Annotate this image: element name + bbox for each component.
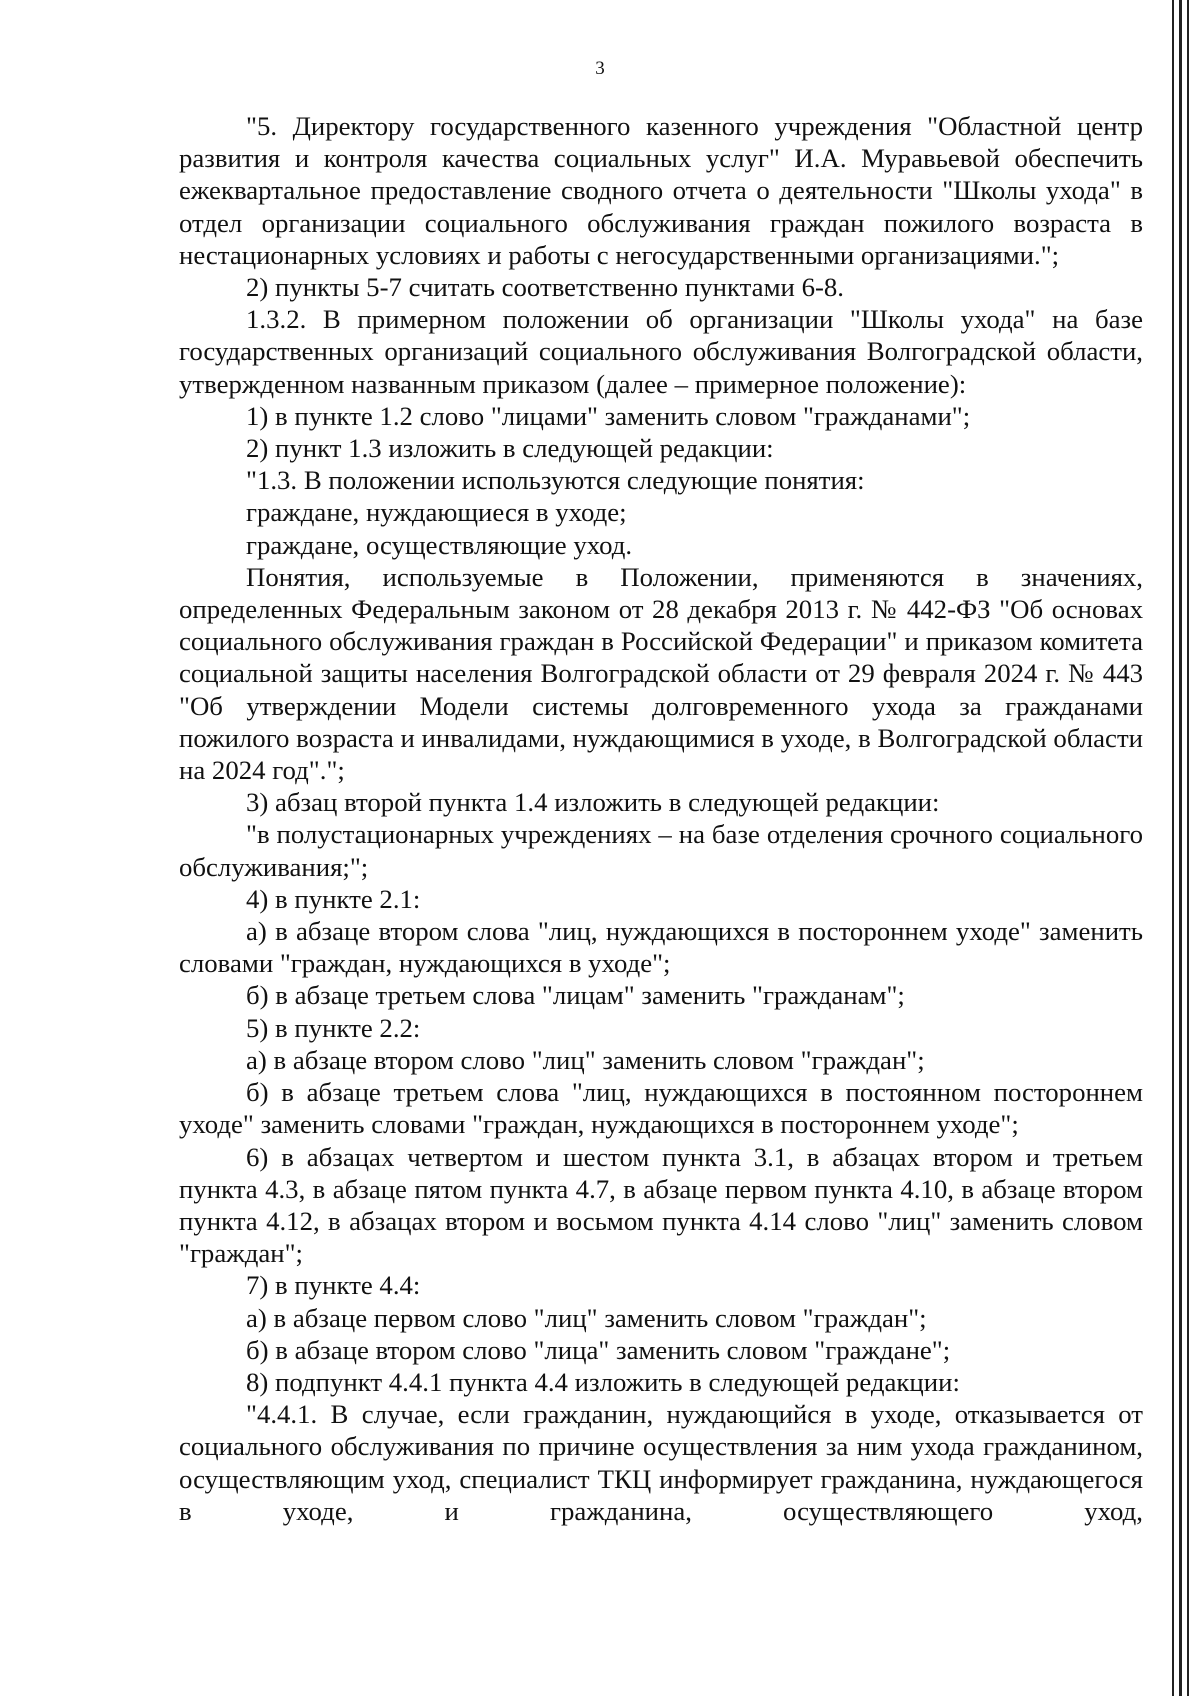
scan-edge-line <box>1179 0 1182 1696</box>
paragraph: "5. Директору государственного казенного учреждения "Областной центр развития и контроля качества социальных услуг" И.А. Муравьевой обеспечить ежеквартальное предоставление сводного отчета о деятельности "Школы ухода" в отдел организации социального обслуживания граждан пожилого возраста в нестационарных условиях и работы с негосударственными организациями."; <box>179 111 1143 270</box>
paragraph: граждане, нуждающиеся в уходе; <box>246 497 627 528</box>
paragraph: а) в абзаце первом слово "лиц" заменить словом "граждан"; <box>246 1302 927 1333</box>
paragraph: "в полустационарных учреждениях – на базе отделения срочного социального обслуживания;"; <box>179 819 1143 882</box>
paragraph: б) в абзаце третьем слова "лиц, нуждающихся в постоянном постороннем уходе" заменить словами "граждан, нуждающихся в постороннем уходе"; <box>179 1077 1143 1140</box>
paragraph: 6) в абзацах четвертом и шестом пункта 3.1, в абзацах втором и третьем пункта 4.3, в абзаце пятом пункта 4.7, в абзаце первом пункта 4.10, в абзаце втором пункта 4.12, в абзацах втором и восьмом пункта 4.14 слово "лиц" заменить словом "граждан"; <box>179 1141 1143 1269</box>
paragraph: 2) пункт 1.3 изложить в следующей редакции: <box>246 433 774 464</box>
paragraph: 7) в пункте 4.4: <box>246 1270 421 1301</box>
paragraph: 8) подпункт 4.4.1 пункта 4.4 изложить в следующей редакции: <box>246 1366 960 1397</box>
scan-edge-line <box>1187 0 1189 1696</box>
paragraph: а) в абзаце втором слово "лиц" заменить словом "граждан"; <box>246 1044 925 1075</box>
paragraph: "1.3. В положении используются следующие понятия: <box>246 465 865 496</box>
document-body <box>179 110 1143 1527</box>
scan-edge-line <box>1172 0 1174 1696</box>
paragraph: 5) в пункте 2.2: <box>246 1012 421 1043</box>
paragraph: 1) в пункте 1.2 слово "лицами" заменить словом "гражданами"; <box>246 400 971 431</box>
paragraph: б) в абзаце втором слово "лица" заменить словом "граждане"; <box>246 1334 951 1365</box>
paragraph: а) в абзаце втором слова "лиц, нуждающихся в постороннем уходе" заменить словами "граждан, нуждающихся в уходе"; <box>179 916 1143 979</box>
page-number: 3 <box>595 58 605 79</box>
paragraph: граждане, осуществляющие уход. <box>246 529 633 560</box>
paragraph: 3) абзац второй пункта 1.4 изложить в следующей редакции: <box>246 787 940 818</box>
paragraph: 1.3.2. В примерном положении об организации "Школы ухода" на базе государственных организаций социального обслуживания Волгоградской области, утвержденном названным приказом (далее – примерное положение): <box>179 304 1143 399</box>
paragraph: "4.4.1. В случае, если гражданин, нуждающийся в уходе, отказывается от социального обслуживания по причине осуществления за ним ухода гражданином, осуществляющим уход, специалист ТКЦ информирует гражданина, нуждающегося в уходе, и гражданина, осуществляющего уход, <box>179 1399 1143 1526</box>
paragraph: 4) в пункте 2.1: <box>246 883 421 914</box>
paragraph: 2) пункты 5-7 считать соответственно пунктами 6-8. <box>246 272 844 303</box>
paragraph: б) в абзаце третьем слова "лицам" заменить "гражданам"; <box>246 980 905 1011</box>
paragraph: Понятия, используемые в Положении, применяются в значениях, определенных Федеральным законом от 28 декабря 2013 г. № 442-ФЗ "Об основах социального обслуживания граждан в Российской Федерации" и приказом комитета социальной защиты населения Волгоградской области от 29 февраля 2024 г. № 443 "Об утверждении Модели системы долговременного ухода за гражданами пожилого возраста и инвалидами, нуждающимися в уходе, в Волгоградской области на 2024 год"."; <box>179 561 1143 786</box>
